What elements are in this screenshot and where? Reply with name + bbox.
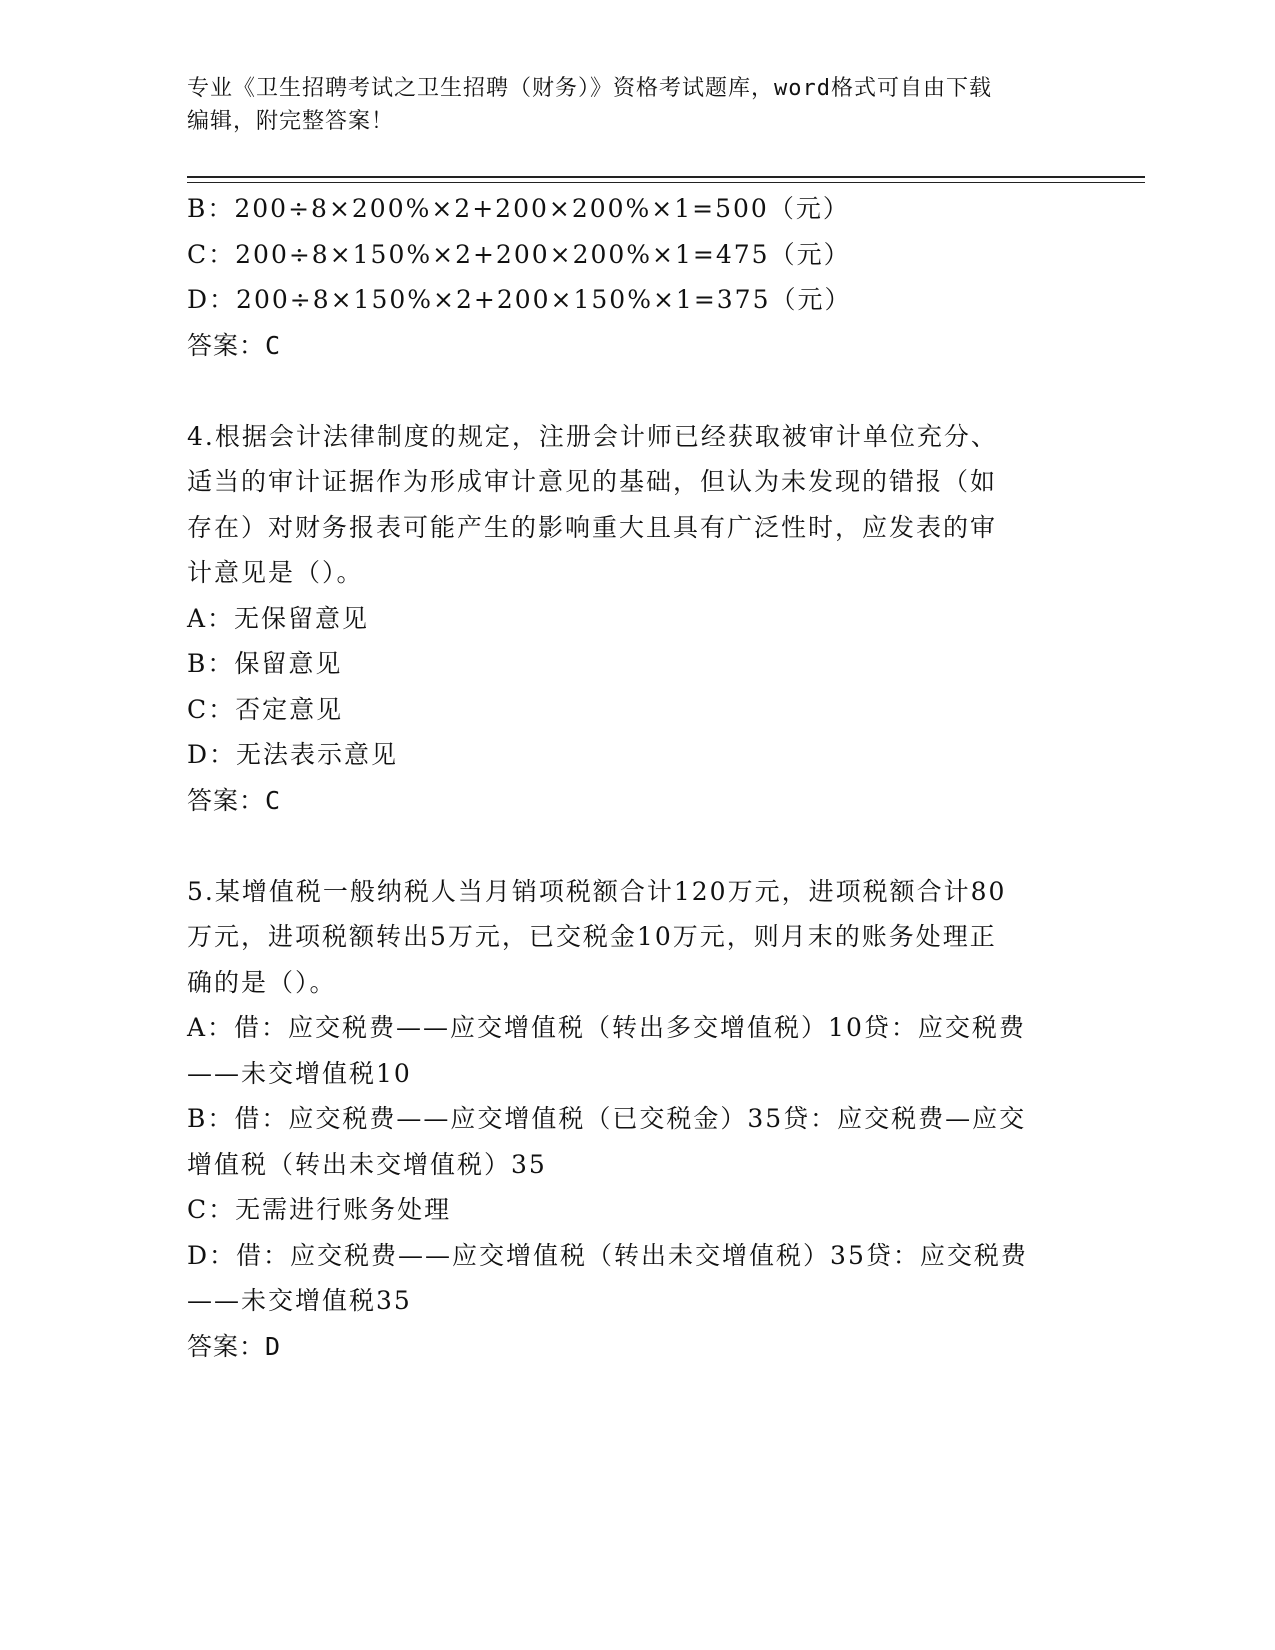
q3-option-b: B：200÷8×200%×2+200×200%×1=500（元） [187, 194, 850, 223]
q4-option-d: D：无法表示意见 [187, 740, 399, 769]
q4-stem-line-2: 适当的审计证据作为形成审计意见的基础，但认为未发现的错报（如 [187, 467, 998, 496]
q5-stem-line-1: 5.某增值税一般纳税人当月销项税额合计120万元，进项税额合计80 [187, 876, 1007, 906]
q5-option-a-line-2: ——未交增值税10 [187, 1058, 412, 1088]
q4-stem-line-4: 计意见是（）。 [187, 558, 364, 587]
q4-answer: 答案：C [187, 785, 282, 815]
q5-option-b-line-2: 增值税（转出未交增值税）35 [187, 1149, 547, 1179]
spacer [187, 368, 1087, 414]
q5-option-c: C：无需进行账务处理 [187, 1195, 452, 1224]
q3-option-d: D：200÷8×150%×2+200×150%×1=375（元） [187, 285, 852, 314]
q4-stem-line-1: 4.根据会计法律制度的规定，注册会计师已经获取被审计单位充分、 [187, 421, 998, 451]
q5-stem-line-2: 万元，进项税额转出5万元，已交税金10万元，则月末的账务处理正 [187, 922, 997, 951]
q4-option-c: C：否定意见 [187, 694, 344, 724]
question-3 [187, 186, 1087, 368]
question-4 [187, 414, 1087, 824]
q5-option-a-line-1: A：借：应交税费——应交增值税（转出多交增值税）10贷：应交税费 [187, 1013, 1026, 1042]
spacer [187, 823, 1087, 869]
header-divider-thin [187, 182, 1145, 183]
q5-stem-line-3: 确的是（）。 [187, 967, 337, 997]
question-5 [187, 869, 1087, 1370]
q5-option-d-line-2: ——未交增值税35 [187, 1286, 412, 1315]
q4-stem-line-3: 存在）对财务报表可能产生的影响重大且具有广泛性时，应发表的审 [187, 512, 998, 542]
header-line-2: 编辑，附完整答案！ [187, 109, 395, 134]
document-header [187, 72, 1067, 138]
header-line-1: 专业《卫生招聘考试之卫生招聘（财务）》资格考试题库，word格式可自由下载 [187, 76, 992, 101]
q4-option-b: B：保留意见 [187, 649, 343, 678]
q5-option-b-line-1: B：借：应交税费——应交增值税（已交税金）35贷：应交税费—应交 [187, 1104, 1027, 1133]
q3-answer: 答案：C [187, 330, 282, 360]
q4-option-a: A：无保留意见 [187, 603, 370, 633]
header-divider-thick [187, 176, 1145, 178]
q5-option-d-line-1: D：借：应交税费——应交增值税（转出未交增值税）35贷：应交税费 [187, 1240, 1028, 1270]
q3-option-c: C：200÷8×150%×2+200×200%×1=475（元） [187, 239, 851, 269]
question-content [187, 186, 1087, 1369]
q5-answer: 答案：D [187, 1331, 282, 1361]
